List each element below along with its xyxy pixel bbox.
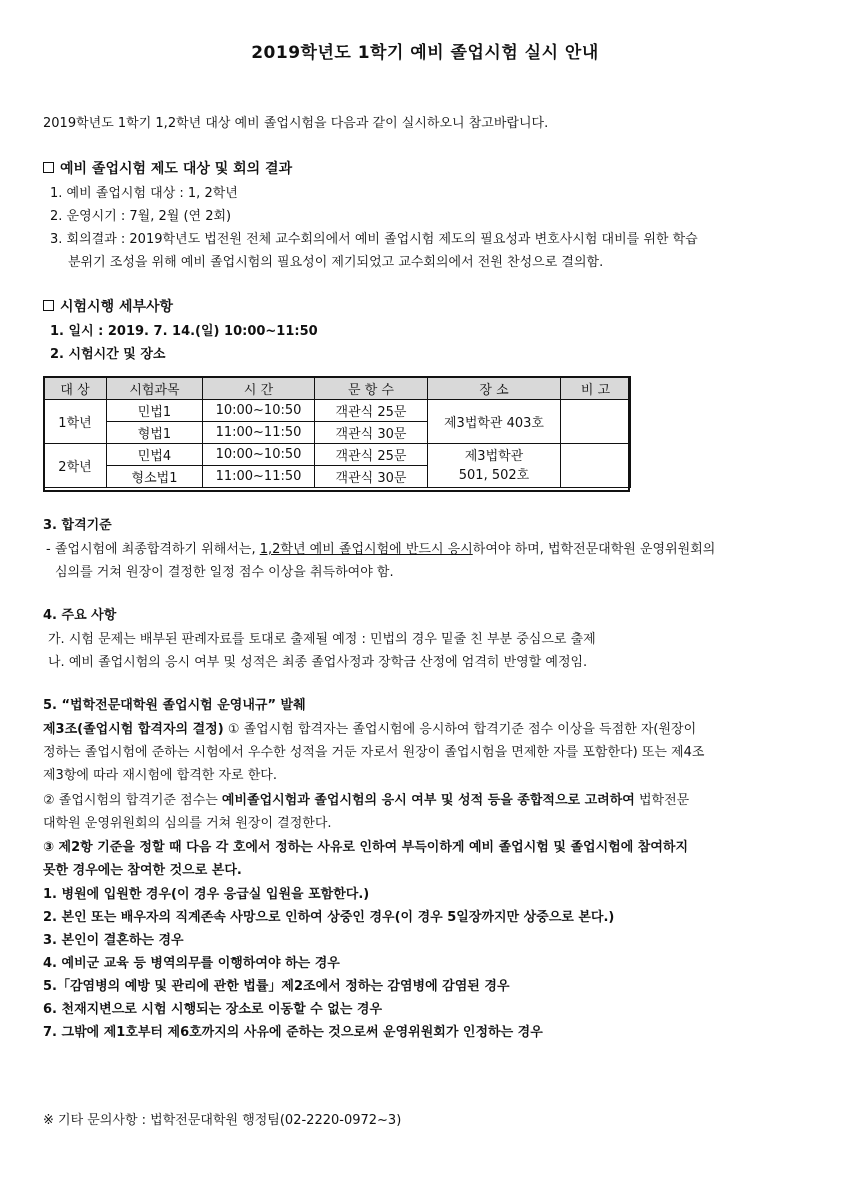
section2-heading xyxy=(43,298,173,316)
time-cell: 11:00~11:50 xyxy=(203,466,315,488)
place-cell xyxy=(428,444,561,488)
grade-cell: 1학년 xyxy=(44,400,107,444)
checkbox-square-icon xyxy=(43,300,54,311)
exam-time-place: 2. 시험시간 및 장소 xyxy=(50,347,166,362)
note-cell xyxy=(561,444,631,488)
article-para-1a-text: ① 졸업시험 합격자는 졸업시험에 응시하여 합격기준 점수 이상을 득점한 자(원장이 xyxy=(223,722,697,737)
header-note: 비 고 xyxy=(561,377,631,400)
article-para-1a xyxy=(43,721,696,739)
subject-cell: 형소법1 xyxy=(107,466,203,488)
list-item: 4. 예비군 교육 등 병역의무를 이행하여야 하는 경우 xyxy=(43,956,340,971)
checkbox-square-icon xyxy=(43,162,54,173)
exam-date: 1. 일시 : 2019. 7. 14.(일) 10:00~11:50 xyxy=(50,324,318,339)
section3-underlined-text: 1,2학년 예비 졸업시험에 반드시 응시 xyxy=(259,542,473,557)
section3-line-1-post: 하여야 하며, 법학전문대학원 운영위원회의 xyxy=(472,542,716,557)
list-item: 7. 그밖에 제1호부터 제6호까지의 사유에 준하는 것으로써 운영위원회가 인정하는 경우 xyxy=(43,1025,543,1040)
list-item: 5.「감염병의 예방 및 관리에 관한 법률」제2조에서 정하는 감염병에 감염된 경우 xyxy=(43,979,510,994)
section3-line-1-pre: - 졸업시험에 최종합격하기 위해서는, xyxy=(46,542,260,557)
section1-heading-text: 예비 졸업시험 제도 대상 및 회의 결과 xyxy=(60,161,293,177)
list-item: 2. 본인 또는 배우자의 직계존속 사망으로 인하여 상중인 경우(이 경우 5일장까지만 상중으로 본다.) xyxy=(43,910,615,925)
intro-text: 2019학년도 1학기 1,2학년 대상 예비 졸업시험을 다음과 같이 실시하오니 참고바랍니다. xyxy=(43,116,549,131)
subject-cell: 형법1 xyxy=(107,422,203,444)
grade-cell: 2학년 xyxy=(44,444,107,488)
section3-line-1 xyxy=(46,541,715,559)
note-cell xyxy=(561,400,631,444)
article-para-2-pre: ② 졸업시험의 합격기준 점수는 xyxy=(43,793,222,808)
time-cell: 10:00~10:50 xyxy=(203,400,315,422)
list-item: 3. 본인이 결혼하는 경우 xyxy=(43,933,184,948)
header-count: 문 항 수 xyxy=(315,377,428,400)
article-para-2b: 대학원 운영위원회의 심의를 거쳐 원장이 결정한다. xyxy=(43,816,332,831)
section4-item-b: 나. 예비 졸업시험의 응시 여부 및 성적은 최종 졸업사정과 장학금 산정에 엄격히 반영할 예정임. xyxy=(48,655,588,670)
section1-item-1: 1. 예비 졸업시험 대상 : 1, 2학년 xyxy=(50,186,238,201)
article-para-3b: 못한 경우에는 참여한 것으로 본다. xyxy=(43,863,242,878)
header-place: 장 소 xyxy=(428,377,561,400)
place-line-1: 제3법학관 xyxy=(464,448,524,464)
place-line-2: 501, 502호 xyxy=(458,467,530,483)
count-cell: 객관식 25문 xyxy=(315,400,428,422)
count-cell: 객관식 25문 xyxy=(315,444,428,466)
subject-cell: 민법1 xyxy=(107,400,203,422)
section1-item-3-cont: 분위기 조성을 위해 예비 졸업시험의 필요성이 제기되었고 교수회의에서 전원 찬성으로 결의함. xyxy=(68,255,604,270)
time-cell: 10:00~10:50 xyxy=(203,444,315,466)
section1-heading xyxy=(43,160,292,178)
list-item: 6. 천재지변으로 시험 시행되는 장소로 이동할 수 없는 경우 xyxy=(43,1002,383,1017)
footer-contact: ※ 기타 문의사항 : 법학전문대학원 행정팀(02-2220-0972~3) xyxy=(43,1113,402,1128)
table-row xyxy=(44,400,631,422)
header-time: 시 간 xyxy=(203,377,315,400)
exam-schedule-table xyxy=(43,376,631,488)
section1-item-3: 3. 회의결과 : 2019학년도 법전원 전체 교수회의에서 예비 졸업시험 제도의 필요성과 변호사시험 대비를 위한 학습 xyxy=(50,232,698,247)
article-para-2-post: 법학전문 xyxy=(634,793,690,808)
subject-cell: 민법4 xyxy=(107,444,203,466)
header-target: 대 상 xyxy=(44,377,107,400)
place-cell: 제3법학관 403호 xyxy=(428,400,561,444)
document-title: 2019학년도 1학기 예비 졸업시험 실시 안내 xyxy=(251,43,599,63)
section3-heading: 3. 합격기준 xyxy=(43,518,112,533)
header-subject: 시험과목 xyxy=(107,377,203,400)
table-header-row xyxy=(44,377,631,400)
list-item: 1. 병원에 입원한 경우(이 경우 응급실 입원을 포함한다.) xyxy=(43,887,370,902)
article-para-1b: 정하는 졸업시험에 준하는 시험에서 우수한 성적을 거둔 자로서 원장이 졸업시험을 면제한 자를 포함한다) 또는 제4조 xyxy=(43,745,705,760)
table-row xyxy=(44,444,631,466)
section4-item-a: 가. 시험 문제는 배부된 판례자료를 토대로 출제될 예정 : 민법의 경우 밑줄 친 부분 중심으로 출제 xyxy=(48,632,596,647)
time-cell: 11:00~11:50 xyxy=(203,422,315,444)
count-cell: 객관식 30문 xyxy=(315,422,428,444)
article-para-2a xyxy=(43,792,689,810)
section2-heading-text: 시험시행 세부사항 xyxy=(60,299,174,315)
article-para-3a: ③ 제2항 기준을 정할 때 다음 각 호에서 정하는 사유로 인하여 부득이하게 예비 졸업시험 및 졸업시험에 참여하지 xyxy=(43,840,689,855)
section1-item-2: 2. 운영시기 : 7월, 2월 (연 2회) xyxy=(50,209,232,224)
article-para-1c: 제3항에 따라 재시험에 합격한 자로 한다. xyxy=(43,768,277,783)
count-cell: 객관식 30문 xyxy=(315,466,428,488)
article-title: 제3조(졸업시험 합격자의 결정) xyxy=(43,722,224,737)
section4-heading: 4. 주요 사항 xyxy=(43,608,117,623)
article-para-2-bold: 예비졸업시험과 졸업시험의 응시 여부 및 성적 등을 종합적으로 고려하여 xyxy=(221,793,635,808)
section3-line-2: 심의를 거쳐 원장이 결정한 일정 점수 이상을 취득하여야 함. xyxy=(55,565,394,580)
section5-heading: 5. “법학전문대학원 졸업시험 운영내규” 발췌 xyxy=(43,698,306,713)
